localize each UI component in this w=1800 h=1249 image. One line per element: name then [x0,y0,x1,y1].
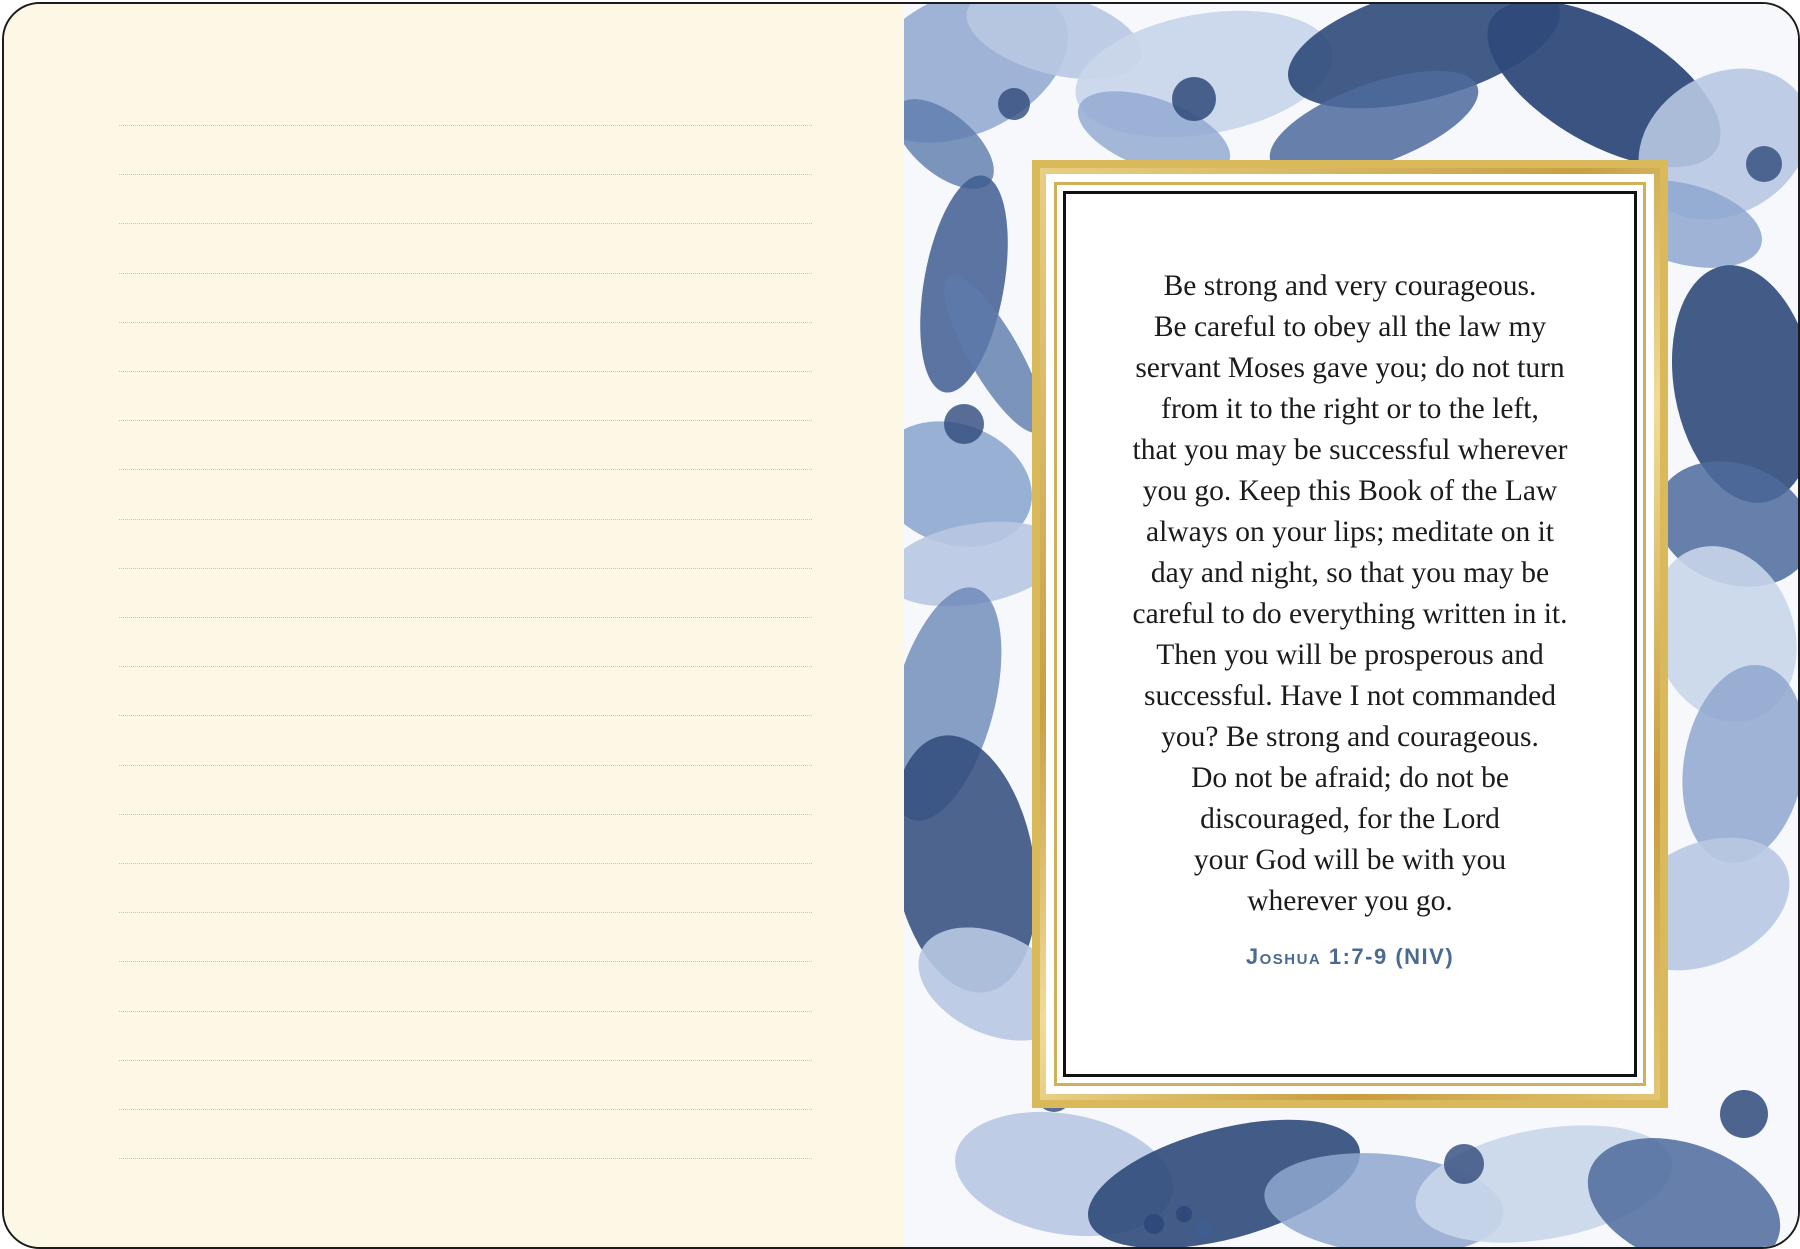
ruled-line [119,371,812,372]
frame-inner-panel [1046,174,1654,1094]
ruled-line [119,273,812,274]
verse-line: always on your lips; meditate on it [1145,516,1555,548]
verse-line: wherever you go. [1247,885,1453,917]
ruled-line [119,715,812,716]
open-journal [2,2,1800,1249]
ruled-line [119,666,812,667]
ruled-line [119,814,812,815]
gold-frame [1032,160,1668,1108]
ruled-line [119,519,812,520]
left-ruled-page [4,4,904,1247]
ruled-line [119,420,812,421]
ruled-line [119,322,812,323]
verse-line: Be strong and very courageous. [1163,270,1537,302]
verse-line: Do not be afraid; do not be [1191,762,1509,794]
ruled-line [119,1060,812,1061]
verse-text [1066,266,1634,922]
ruled-line [119,469,812,470]
verse-line: that you may be successful wherever [1132,434,1568,466]
ruled-line [119,617,812,618]
ruled-line [119,1109,812,1110]
right-verse-page [904,4,1798,1247]
ruled-line [119,863,812,864]
ruled-line [119,765,812,766]
ruled-line [119,568,812,569]
verse-line: Then you will be prosperous and [1156,639,1544,671]
ruled-line [119,125,812,126]
verse-line: day and night, so that you may be [1150,557,1550,589]
verse-line: you go. Keep this Book of the Law [1142,475,1558,507]
ruled-line [119,174,812,175]
verse-line: Be careful to obey all the law my [1153,311,1547,343]
verse-line: servant Moses gave you; do not turn [1135,352,1565,384]
ruled-line [119,912,812,913]
verse-line: your God will be with you [1193,844,1507,876]
ruled-line [119,1011,812,1012]
verse-card [1063,191,1637,1077]
verse-line: careful to do everything written in it. [1132,598,1568,630]
verse-line: you? Be strong and courageous. [1161,721,1539,753]
verse-reference: Joshua 1:7-9 (NIV) [1245,944,1455,969]
verse-line: from it to the right or to the left, [1161,393,1539,425]
verse-line: successful. Have I not commanded [1143,680,1557,712]
ruled-line [119,223,812,224]
ruled-line [119,1158,812,1159]
verse-line: discouraged, for the Lord [1200,803,1500,835]
ruled-line [119,961,812,962]
